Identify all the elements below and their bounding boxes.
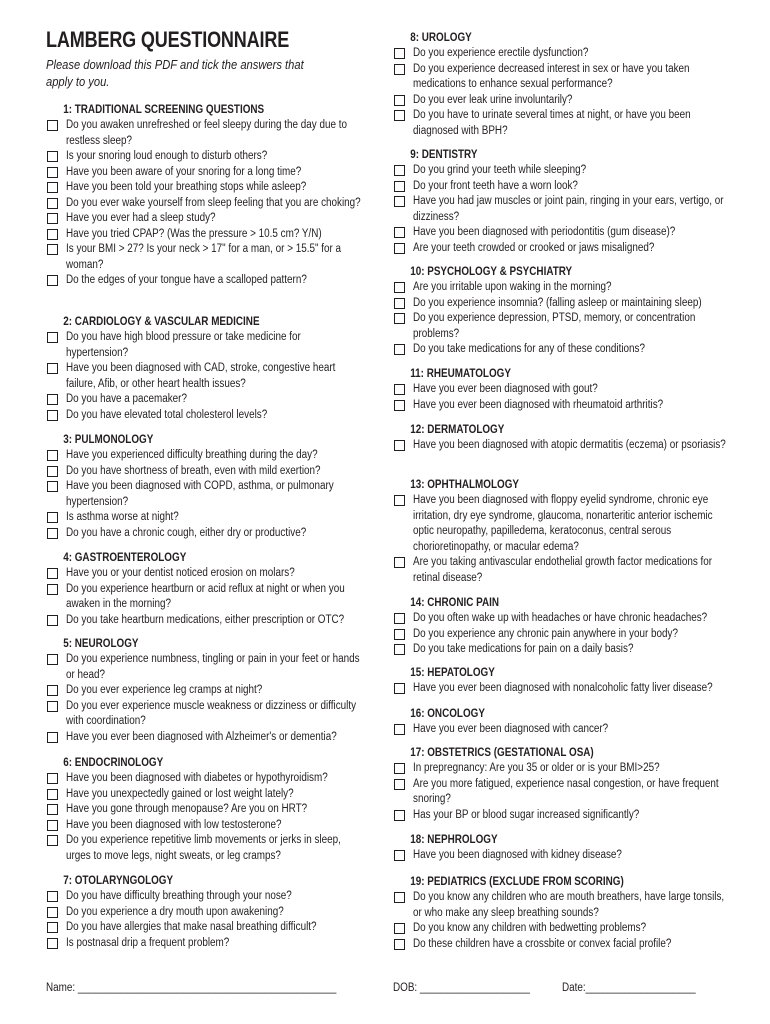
question-text: Do you have to urinate several times at night, or have you been diagnosed with BPH? bbox=[413, 109, 691, 137]
question-text: Have you ever had a sleep study? bbox=[66, 212, 216, 224]
section-heading: 12: DERMATOLOGY bbox=[410, 424, 505, 436]
answer-checkbox[interactable] bbox=[47, 891, 58, 902]
question-text: Have you been diagnosed with low testosterone? bbox=[66, 818, 282, 831]
answer-checkbox[interactable] bbox=[47, 182, 58, 193]
section-3 bbox=[46, 433, 366, 541]
question-item bbox=[46, 889, 366, 905]
answer-checkbox[interactable] bbox=[47, 450, 58, 461]
section-15 bbox=[393, 666, 733, 697]
question-item bbox=[46, 905, 366, 921]
question-item bbox=[46, 273, 366, 289]
question-text: Do you ever wake yourself from sleep feeling that you are choking? bbox=[66, 196, 361, 209]
section-heading: 7: OTOLARYNGOLOGY bbox=[63, 875, 174, 887]
answer-checkbox[interactable] bbox=[47, 584, 58, 595]
page-title: LAMBERG QUESTIONNAIRE bbox=[46, 27, 290, 52]
answer-checkbox[interactable] bbox=[47, 512, 58, 523]
question-text: Do you have shortness of breath, even with mild exertion? bbox=[66, 464, 321, 477]
question-item bbox=[46, 227, 366, 243]
question-item bbox=[46, 464, 366, 480]
question-item bbox=[393, 398, 733, 414]
answer-checkbox[interactable] bbox=[394, 400, 405, 411]
answer-checkbox[interactable] bbox=[47, 615, 58, 626]
answer-checkbox[interactable] bbox=[394, 644, 405, 655]
answer-checkbox[interactable] bbox=[47, 922, 58, 933]
question-item bbox=[46, 833, 366, 864]
answer-checkbox[interactable] bbox=[47, 229, 58, 240]
question-item bbox=[393, 194, 733, 225]
answer-checkbox[interactable] bbox=[394, 939, 405, 950]
answer-checkbox[interactable] bbox=[394, 613, 405, 624]
question-text: Do you grind your teeth while sleeping? bbox=[413, 164, 587, 176]
question-item bbox=[46, 582, 366, 613]
question-text: Are you irritable upon waking in the morning? bbox=[413, 281, 612, 293]
answer-checkbox[interactable] bbox=[47, 332, 58, 343]
question-text: Have you tried CPAP? (Was the pressure > 10.5 cm? Y/N) bbox=[66, 227, 322, 240]
question-item bbox=[393, 611, 733, 627]
question-text: Do you experience repetitive limb movements or jerks in sleep, urges to move legs, night sweats, or leg cramps? bbox=[66, 834, 341, 862]
question-text: Have you had jaw muscles or joint pain, ringing in your ears, vertigo, or dizziness? bbox=[413, 195, 724, 223]
answer-checkbox[interactable] bbox=[47, 685, 58, 696]
question-text: Do you awaken unrefreshed or feel sleepy during the day due to restless sleep? bbox=[66, 119, 347, 147]
question-item bbox=[46, 787, 366, 803]
section-heading: 4: GASTROENTEROLOGY bbox=[63, 552, 187, 564]
answer-checkbox[interactable] bbox=[47, 120, 58, 131]
question-item bbox=[393, 777, 733, 808]
section-heading: 6: ENDOCRINOLOGY bbox=[63, 757, 164, 769]
section-11 bbox=[393, 367, 733, 413]
question-item bbox=[46, 683, 366, 699]
section-7 bbox=[46, 874, 366, 951]
question-item bbox=[393, 280, 733, 296]
answer-checkbox[interactable] bbox=[394, 313, 405, 324]
section-heading: 2: CARDIOLOGY & VASCULAR MEDICINE bbox=[63, 316, 260, 328]
question-item bbox=[393, 722, 733, 738]
question-item bbox=[393, 681, 733, 697]
question-text: Do you have high blood pressure or take medicine for hypertension? bbox=[66, 331, 301, 359]
question-text: Do you experience depression, PTSD, memory, or concentration problems? bbox=[413, 312, 696, 340]
question-text: Do you experience decreased interest in sex or have you taken medications to enhance sexual performance? bbox=[413, 62, 690, 90]
question-text: Do you ever leak urine involuntarily? bbox=[413, 93, 573, 106]
question-item bbox=[46, 361, 366, 392]
section-heading: 15: HEPATOLOGY bbox=[410, 667, 495, 679]
question-item bbox=[393, 642, 733, 658]
question-text: Do the edges of your tongue have a scalloped pattern? bbox=[66, 274, 307, 286]
answer-checkbox[interactable] bbox=[394, 243, 405, 254]
answer-checkbox[interactable] bbox=[47, 198, 58, 209]
section-14 bbox=[393, 596, 733, 658]
question-item bbox=[46, 392, 366, 408]
section-heading: 3: PULMONOLOGY bbox=[63, 434, 154, 446]
section-18 bbox=[393, 833, 733, 864]
section-heading: 18: NEPHROLOGY bbox=[410, 834, 498, 846]
answer-checkbox[interactable] bbox=[394, 282, 405, 293]
section-heading: 5: NEUROLOGY bbox=[63, 638, 139, 650]
answer-checkbox[interactable] bbox=[47, 568, 58, 579]
section-1 bbox=[46, 103, 366, 289]
section-2 bbox=[46, 315, 366, 423]
question-item bbox=[393, 555, 733, 586]
question-item bbox=[393, 296, 733, 312]
section-8 bbox=[393, 31, 733, 139]
answer-checkbox[interactable] bbox=[394, 495, 405, 506]
answer-checkbox[interactable] bbox=[394, 440, 405, 451]
answer-checkbox[interactable] bbox=[394, 165, 405, 176]
question-item bbox=[393, 108, 733, 139]
answer-checkbox[interactable] bbox=[47, 213, 58, 224]
answer-checkbox[interactable] bbox=[47, 773, 58, 784]
question-text: Have you ever been diagnosed with Alzheimer's or dementia? bbox=[66, 730, 337, 743]
answer-checkbox[interactable] bbox=[394, 923, 405, 934]
question-item bbox=[46, 196, 366, 212]
question-text: Do you have allergies that make nasal breathing difficult? bbox=[66, 921, 317, 933]
section-heading: 13: OPHTHALMOLOGY bbox=[410, 479, 520, 491]
answer-checkbox[interactable] bbox=[47, 481, 58, 492]
section-12 bbox=[393, 423, 733, 454]
answer-checkbox[interactable] bbox=[394, 298, 405, 309]
question-text: Do you experience a dry mouth upon awakening? bbox=[66, 905, 284, 918]
question-item bbox=[393, 627, 733, 643]
question-text: Do you experience any chronic pain anywhere in your body? bbox=[413, 627, 679, 640]
answer-checkbox[interactable] bbox=[394, 779, 405, 790]
section-heading: 19: PEDIATRICS (EXCLUDE FROM SCORING) bbox=[410, 876, 624, 888]
answer-checkbox[interactable] bbox=[394, 181, 405, 192]
answer-checkbox[interactable] bbox=[394, 384, 405, 395]
question-item bbox=[393, 163, 733, 179]
section-5 bbox=[46, 637, 366, 745]
answer-checkbox[interactable] bbox=[394, 629, 405, 640]
question-item bbox=[393, 46, 733, 62]
question-text: Do you take medications for any of these conditions? bbox=[413, 343, 646, 355]
question-item bbox=[393, 848, 733, 864]
section-heading: 16: ONCOLOGY bbox=[410, 708, 485, 720]
answer-checkbox[interactable] bbox=[47, 528, 58, 539]
question-text: Have you ever been diagnosed with rheumatoid arthritis? bbox=[413, 398, 664, 411]
answer-checkbox[interactable] bbox=[47, 789, 58, 800]
answer-checkbox[interactable] bbox=[394, 763, 405, 774]
section-heading: 14: CHRONIC PAIN bbox=[410, 597, 500, 609]
question-text: Do you take medications for pain on a daily basis? bbox=[413, 643, 634, 655]
section-heading: 9: DENTISTRY bbox=[410, 149, 478, 161]
answer-checkbox[interactable] bbox=[394, 683, 405, 694]
question-item bbox=[393, 179, 733, 195]
question-text: Are your teeth crowded or crooked or jaws misaligned? bbox=[413, 241, 655, 254]
question-text: Have you been diagnosed with atopic dermatitis (eczema) or psoriasis? bbox=[413, 439, 726, 451]
question-text: Have you experienced difficulty breathing during the day? bbox=[66, 449, 318, 461]
question-text: Do you experience numbness, tingling or pain in your feet or hands or head? bbox=[66, 653, 360, 681]
section-16 bbox=[393, 707, 733, 738]
answer-checkbox[interactable] bbox=[47, 244, 58, 255]
question-item bbox=[46, 699, 366, 730]
answer-checkbox[interactable] bbox=[394, 95, 405, 106]
question-item bbox=[46, 652, 366, 683]
question-text: Do you have a pacemaker? bbox=[66, 393, 187, 405]
question-item bbox=[393, 921, 733, 937]
question-item bbox=[393, 937, 733, 953]
answer-checkbox[interactable] bbox=[47, 394, 58, 405]
section-17 bbox=[393, 746, 733, 823]
question-item bbox=[46, 149, 366, 165]
answer-checkbox[interactable] bbox=[394, 344, 405, 355]
question-item bbox=[46, 118, 366, 149]
question-text: Do you have elevated total cholesterol levels? bbox=[66, 408, 268, 421]
question-item bbox=[393, 225, 733, 241]
answer-checkbox[interactable] bbox=[394, 810, 405, 821]
section-9 bbox=[393, 148, 733, 256]
question-item bbox=[393, 241, 733, 257]
question-item bbox=[46, 448, 366, 464]
question-item bbox=[46, 920, 366, 936]
section-heading: 8: UROLOGY bbox=[410, 32, 472, 44]
answer-checkbox[interactable] bbox=[394, 557, 405, 568]
question-item bbox=[46, 510, 366, 526]
answer-checkbox[interactable] bbox=[394, 110, 405, 121]
question-text: Do you experience heartburn or acid reflux at night or when you awaken in the morning? bbox=[66, 582, 345, 610]
question-item bbox=[46, 180, 366, 196]
question-text: Do these children have a crossbite or convex facial profile? bbox=[413, 937, 672, 950]
question-text: Is asthma worse at night? bbox=[66, 511, 179, 523]
question-text: Have you gone through menopause? Are you on HRT? bbox=[66, 803, 308, 815]
answer-checkbox[interactable] bbox=[47, 732, 58, 743]
page-subtitle: Please download this PDF and tick the answers that apply to you. bbox=[46, 57, 304, 89]
question-text: Are you taking antivascular endothelial growth factor medications for retinal disease? bbox=[413, 556, 713, 584]
answer-checkbox[interactable] bbox=[47, 820, 58, 831]
question-text: Do you have a chronic cough, either dry or productive? bbox=[66, 526, 307, 539]
question-text: Have you ever been diagnosed with cancer? bbox=[413, 723, 609, 735]
answer-checkbox[interactable] bbox=[47, 363, 58, 374]
name-field[interactable]: Name: _______________________________________________ bbox=[46, 982, 337, 994]
question-text: Is your snoring loud enough to disturb others? bbox=[66, 150, 268, 162]
dob-field[interactable]: DOB: ____________________ bbox=[393, 982, 530, 994]
question-item bbox=[46, 771, 366, 787]
question-text: Do you take heartburn medications, either prescription or OTC? bbox=[66, 613, 345, 626]
question-item bbox=[393, 761, 733, 777]
answer-checkbox[interactable] bbox=[394, 196, 405, 207]
section-heading: 17: OBSTETRICS (GESTATIONAL OSA) bbox=[410, 747, 594, 759]
question-text: Have you been told your breathing stops while asleep? bbox=[66, 181, 307, 193]
question-item bbox=[46, 211, 366, 227]
question-item bbox=[393, 62, 733, 93]
answer-checkbox[interactable] bbox=[47, 466, 58, 477]
question-text: Have you been aware of your snoring for a long time? bbox=[66, 165, 302, 178]
answer-checkbox[interactable] bbox=[47, 804, 58, 815]
answer-checkbox[interactable] bbox=[47, 938, 58, 949]
question-item bbox=[393, 438, 733, 454]
question-text: Do you have difficulty breathing through your nose? bbox=[66, 890, 292, 902]
question-text: Do you often wake up with headaches or have chronic headaches? bbox=[413, 612, 708, 624]
section-10 bbox=[393, 265, 733, 358]
answer-checkbox[interactable] bbox=[47, 654, 58, 665]
question-item bbox=[393, 382, 733, 398]
question-text: Have you been diagnosed with diabetes or hypothyroidism? bbox=[66, 772, 328, 784]
answer-checkbox[interactable] bbox=[47, 835, 58, 846]
question-text: Have you been diagnosed with COPD, asthma, or pulmonary hypertension? bbox=[66, 480, 334, 508]
question-text: In prepregnancy: Are you 35 or older or is your BMI>25? bbox=[413, 762, 660, 774]
question-item bbox=[46, 730, 366, 746]
question-text: Have you been diagnosed with floppy eyelid syndrome, chronic eye irritation, dry eye syndrome, glaucoma, nonarteritic anterior ischemic optic neuropathy, papilledema, keratoconus, central serous chorioretinopathy, or macular edema? bbox=[413, 494, 713, 553]
answer-checkbox[interactable] bbox=[394, 227, 405, 238]
answer-checkbox[interactable] bbox=[47, 410, 58, 421]
question-item bbox=[46, 613, 366, 629]
question-text: Do you experience insomnia? (falling asleep or maintaining sleep) bbox=[413, 296, 702, 309]
section-19 bbox=[393, 875, 733, 952]
question-text: Have you been diagnosed with periodontitis (gum disease)? bbox=[413, 226, 676, 238]
section-6 bbox=[46, 756, 366, 864]
question-item bbox=[46, 330, 366, 361]
section-13 bbox=[393, 478, 733, 586]
date-field[interactable]: Date:____________________ bbox=[562, 982, 696, 994]
question-text: Is postnasal drip a frequent problem? bbox=[66, 936, 230, 949]
question-item bbox=[393, 808, 733, 824]
question-text: Is your BMI > 27? Is your neck > 17" for a man, or > 15.5" for a woman? bbox=[66, 243, 342, 271]
question-item bbox=[46, 526, 366, 542]
question-item bbox=[46, 818, 366, 834]
question-text: Are you more fatigued, experience nasal congestion, or have frequent snoring? bbox=[413, 777, 719, 805]
answer-checkbox[interactable] bbox=[47, 275, 58, 286]
question-item bbox=[46, 936, 366, 952]
question-item bbox=[46, 566, 366, 582]
question-item bbox=[46, 408, 366, 424]
question-text: Have you ever been diagnosed with gout? bbox=[413, 383, 598, 395]
question-item bbox=[393, 493, 733, 555]
question-text: Have you been diagnosed with kidney disease? bbox=[413, 849, 622, 861]
question-item bbox=[393, 342, 733, 358]
question-item bbox=[393, 311, 733, 342]
question-text: Do you know any children who are mouth breathers, have large tonsils, or who make any sleep breathing sounds? bbox=[413, 891, 725, 919]
answer-checkbox[interactable] bbox=[394, 64, 405, 75]
question-text: Do your front teeth have a worn look? bbox=[413, 179, 578, 192]
question-text: Do you ever experience leg cramps at night? bbox=[66, 684, 263, 696]
answer-checkbox[interactable] bbox=[47, 167, 58, 178]
answer-checkbox[interactable] bbox=[47, 907, 58, 918]
section-heading: 10: PSYCHOLOGY & PSYCHIATRY bbox=[410, 266, 573, 278]
question-item bbox=[393, 93, 733, 109]
question-text: Have you unexpectedly gained or lost weight lately? bbox=[66, 787, 294, 800]
section-heading: 11: RHEUMATOLOGY bbox=[410, 368, 511, 380]
question-text: Have you or your dentist noticed erosion on molars? bbox=[66, 567, 295, 579]
answer-checkbox[interactable] bbox=[47, 701, 58, 712]
question-text: Do you know any children with bedwetting problems? bbox=[413, 922, 647, 934]
question-text: Do you experience erectile dysfunction? bbox=[413, 47, 589, 59]
answer-checkbox[interactable] bbox=[394, 850, 405, 861]
question-text: Have you been diagnosed with CAD, stroke, congestive heart failure, Afib, or other heart health issues? bbox=[66, 362, 336, 390]
answer-checkbox[interactable] bbox=[394, 724, 405, 735]
answer-checkbox[interactable] bbox=[394, 892, 405, 903]
question-item bbox=[46, 802, 366, 818]
question-item bbox=[393, 890, 733, 921]
question-item bbox=[46, 479, 366, 510]
section-heading: 1: TRADITIONAL SCREENING QUESTIONS bbox=[63, 104, 265, 116]
question-item bbox=[46, 242, 366, 273]
question-text: Do you ever experience muscle weakness or dizziness or difficulty with coordination? bbox=[66, 699, 357, 727]
section-4 bbox=[46, 551, 366, 628]
question-text: Have you ever been diagnosed with nonalcoholic fatty liver disease? bbox=[413, 682, 713, 694]
answer-checkbox[interactable] bbox=[394, 48, 405, 59]
question-text: Has your BP or blood sugar increased significantly? bbox=[413, 808, 640, 821]
question-item bbox=[46, 165, 366, 181]
answer-checkbox[interactable] bbox=[47, 151, 58, 162]
